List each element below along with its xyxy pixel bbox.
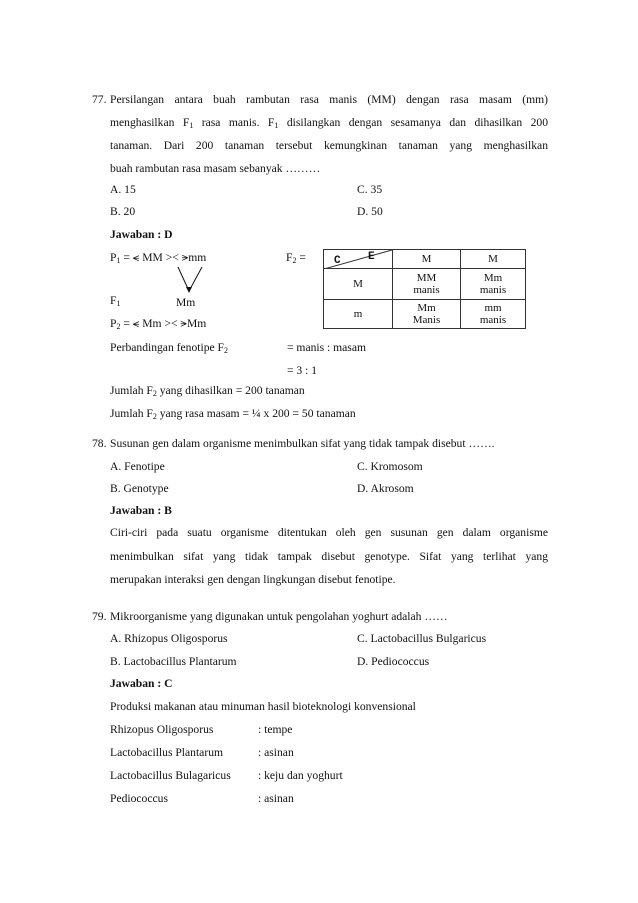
cell-phenotype: manis xyxy=(479,314,507,326)
explanation-line: merupakan interaksi gen dengan lingkungan disebut fenotipe. xyxy=(110,573,396,586)
question-text-line: menghasilkan $F_1$ rasa manis. $F_1$ disilangkan dengan sesamanya dan dihasilkan 200 xyxy=(110,116,549,130)
answer-label: Jawaban : D xyxy=(110,228,173,241)
explanation-intro: Produksi makanan atau minuman hasil bioteknologi konvensional xyxy=(110,700,416,713)
question-text-line: tanaman. Dari 200 tanaman tersebut kemungkinan tanaman yang menghasilkan xyxy=(110,139,548,152)
option-b: B. Genotype xyxy=(110,482,169,495)
cell-phenotype: manis xyxy=(413,284,440,296)
explanation-line: Ciri-ciri pada suatu organisme ditentukan oleh gen susunan gen dalam organisme xyxy=(110,526,548,539)
answer-label: Jawaban : B xyxy=(110,504,172,517)
cross-arrow-icon xyxy=(176,265,206,295)
explanation-line: menimbulkan sifat yang tidak tampak disebut genotype. Sifat yang terlihat yang xyxy=(110,550,548,563)
punnett-column-header: M xyxy=(393,250,461,269)
punnett-column-header: M xyxy=(461,250,526,269)
question-text-line: Persilangan antara buah rambutan rasa manis (MM) dengan rasa masam (mm) xyxy=(110,93,548,106)
punnett-corner-cell xyxy=(324,250,393,269)
option-d: D. Pediococcus xyxy=(357,655,430,668)
question-number: 78. xyxy=(92,437,107,450)
punnett-row-header: M xyxy=(324,269,393,300)
question-text: Mikroorganisme yang digunakan untuk pengolahan yoghurt adalah …… xyxy=(110,610,448,623)
punnett-row-header: m xyxy=(324,300,393,329)
answer-label: Jawaban : C xyxy=(110,677,173,690)
option-b: B. 20 xyxy=(110,205,136,218)
organism-name: Pediococcus xyxy=(110,792,168,805)
cell-phenotype: Manis xyxy=(412,314,441,326)
ratio-value: = 3 : 1 xyxy=(287,364,318,377)
organism-name: Rhizopus Oligosporus xyxy=(110,723,214,736)
question-text: Susunan gen dalam organisme menimbulkan sifat yang tidak tampak disebut ……. xyxy=(110,437,495,450)
ratio-label: Perbandingan fenotipe $F_2$ xyxy=(110,341,228,355)
f1-label: $F_1$ xyxy=(110,294,121,308)
punnett-cell xyxy=(393,300,461,329)
option-c: C. 35 xyxy=(357,183,383,196)
organism-name: Lactobacillus Bulagaricus xyxy=(110,769,231,782)
question-number: 77. xyxy=(92,93,107,106)
question-number: 79. xyxy=(92,610,107,623)
question-text-line: buah rambutan rasa masam sebanyak ……… xyxy=(110,162,321,175)
option-d: D. Akrosom xyxy=(357,482,414,495)
f2-label: $F_2$ = xyxy=(286,251,306,265)
cell-genotype: mm xyxy=(484,302,502,314)
ratio-phenotypes: = manis : masam xyxy=(287,341,366,354)
sour-f2-line: Jumlah $F_2$ yang rasa masam = ¼ x 200 = 50 tanaman xyxy=(110,407,356,421)
parent-cross-p2: $P_2$ = ⪪ Mm >< ⪫Mm xyxy=(110,317,207,331)
punnett-cell xyxy=(461,269,526,300)
punnett-square xyxy=(323,249,526,329)
organism-product: : keju dan yoghurt xyxy=(258,769,343,782)
parent-cross-p1: $P_1$ = ⪪ MM >< ⪫mm xyxy=(110,251,207,265)
option-b: B. Lactobacillus Plantarum xyxy=(110,655,237,668)
organism-product: : tempe xyxy=(258,723,293,736)
cell-phenotype: manis xyxy=(479,284,507,296)
cell-genotype: MM xyxy=(416,272,437,284)
cell-genotype: Mm xyxy=(483,272,503,284)
male-symbol: E xyxy=(368,251,375,263)
option-c: C. Kromosom xyxy=(357,460,423,473)
option-a: A. 15 xyxy=(110,183,136,196)
organism-name: Lactobacillus Plantarum xyxy=(110,746,224,759)
f1-genotype: Mm xyxy=(176,296,196,309)
cell-genotype: Mm xyxy=(417,302,436,314)
option-c: C. Lactobacillus Bulgaricus xyxy=(357,632,487,645)
option-a: A. Rhizopus Oligosporus xyxy=(110,632,228,645)
organism-product: : asinan xyxy=(258,792,294,805)
total-f2-line: Jumlah $F_2$ yang dihasilkan = 200 tanaman xyxy=(110,384,305,398)
punnett-cell xyxy=(461,300,526,329)
female-symbol: C xyxy=(334,255,341,267)
punnett-cell xyxy=(393,269,461,300)
organism-product: : asinan xyxy=(258,746,294,759)
option-d: D. 50 xyxy=(357,205,383,218)
option-a: A. Fenotipe xyxy=(110,460,165,473)
